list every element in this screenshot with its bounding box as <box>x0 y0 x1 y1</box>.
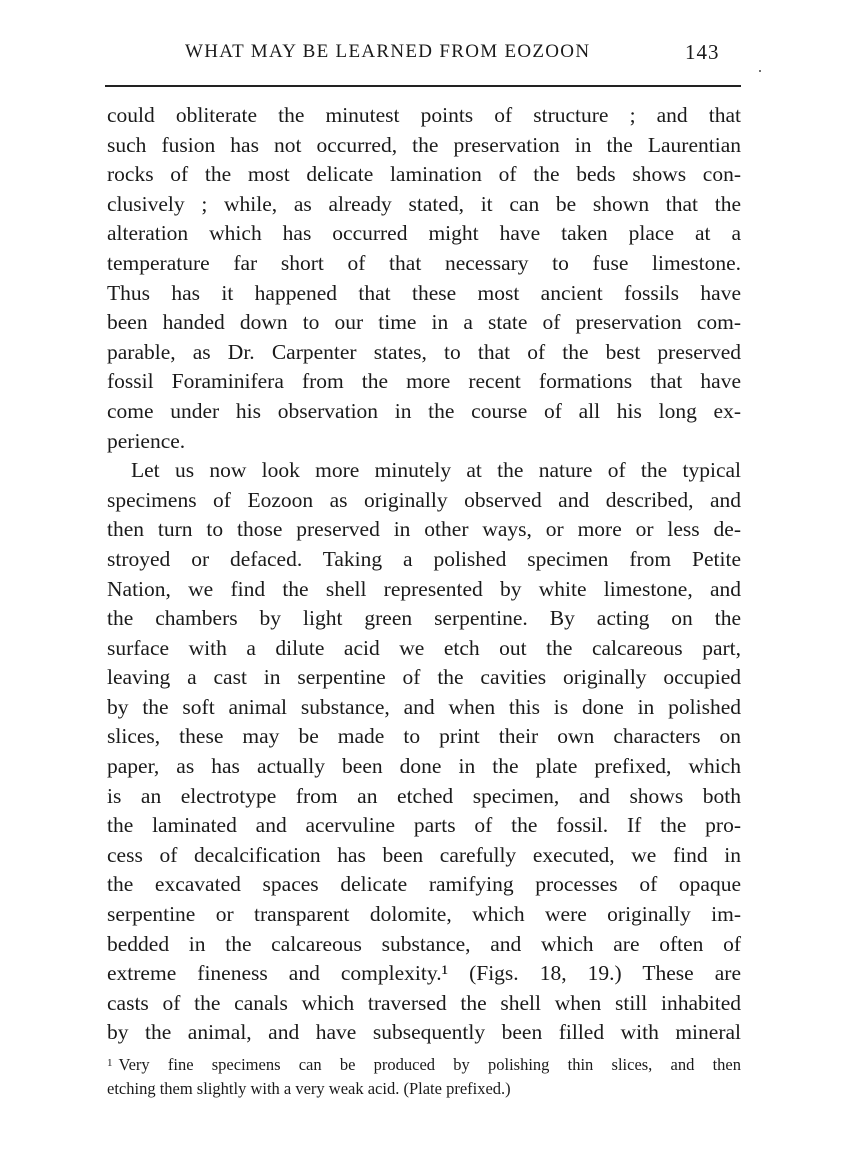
print-speck <box>759 70 761 72</box>
text-line: the laminated and acervuline parts of the fossil. If the pro- <box>107 813 741 838</box>
footnote-line: etching them slightly with a very weak acid. (Plate prefixed.) <box>107 1079 511 1098</box>
running-head-title: WHAT MAY BE LEARNED FROM EOZOON <box>185 41 591 62</box>
text-line: the chambers by light green serpentine. By acting on the <box>107 606 741 631</box>
text-line: leaving a cast in serpentine of the cavities originally occupied <box>107 665 741 690</box>
text-line-paragraph-start: Let us now look more minutely at the nature of the typical <box>131 458 741 483</box>
text-line: bedded in the calcareous substance, and which are often of <box>107 931 741 956</box>
text-line: fossil Foraminifera from the more recent formations that have <box>107 369 741 394</box>
body-text <box>107 101 741 1048</box>
text-line: is an electrotype from an etched specimen, and shows both <box>107 783 741 808</box>
footnote-marker: 1 <box>107 1057 113 1069</box>
text-line-with-footnote-ref: extreme fineness and complexity.¹ (Figs. 18, 19.) These are <box>107 961 741 986</box>
footnote-line <box>107 1053 741 1077</box>
footnote <box>107 1053 741 1101</box>
text-line: stroyed or defaced. Taking a polished specimen from Petite <box>107 546 741 571</box>
text-line: parable, as Dr. Carpenter states, to that of the best preserved <box>107 339 741 364</box>
text-line: alteration which has occurred might have taken place at a <box>107 221 741 246</box>
text-line: such fusion has not occurred, the preservation in the Laurentian <box>107 132 741 157</box>
footnote-text: Very fine specimens can be produced by polishing thin slices, and then <box>118 1055 741 1074</box>
text-line: Nation, we find the shell represented by white limestone, and <box>107 576 741 601</box>
text-line: cess of decalcification has been carefully executed, we find in <box>107 842 741 867</box>
text-line: surface with a dilute acid we etch out the calcareous part, <box>107 635 741 660</box>
text-line: Thus has it happened that these most ancient fossils have <box>107 280 741 305</box>
text-line: rocks of the most delicate lamination of the beds shows con- <box>107 162 741 187</box>
text-line: specimens of Eozoon as originally observed and described, and <box>107 487 741 512</box>
page-number: 143 <box>685 40 720 64</box>
text-line: been handed down to our time in a state of preservation com- <box>107 310 741 335</box>
header-rule <box>105 85 741 87</box>
text-line: temperature far short of that necessary to fuse limestone. <box>107 250 741 275</box>
text-line: come under his observation in the course of all his long ex- <box>107 398 741 423</box>
text-line: by the soft animal substance, and when this is done in polished <box>107 694 741 719</box>
text-line: slices, these may be made to print their own characters on <box>107 724 741 749</box>
text-line: could obliterate the minutest points of structure ; and that <box>107 103 741 127</box>
text-line: clusively ; while, as already stated, it can be shown that the <box>107 191 741 216</box>
text-line: then turn to those preserved in other ways, or more or less de- <box>107 517 741 542</box>
text-line: by the animal, and have subsequently been filled with mineral <box>107 1020 741 1045</box>
text-line: paper, as has actually been done in the plate prefixed, which <box>107 754 741 779</box>
text-line: serpentine or transparent dolomite, which were originally im- <box>107 902 741 927</box>
text-line-paragraph-end: perience. <box>107 428 186 453</box>
text-line: the excavated spaces delicate ramifying processes of opaque <box>107 872 741 897</box>
text-line: casts of the canals which traversed the shell when still inhabited <box>107 990 741 1015</box>
